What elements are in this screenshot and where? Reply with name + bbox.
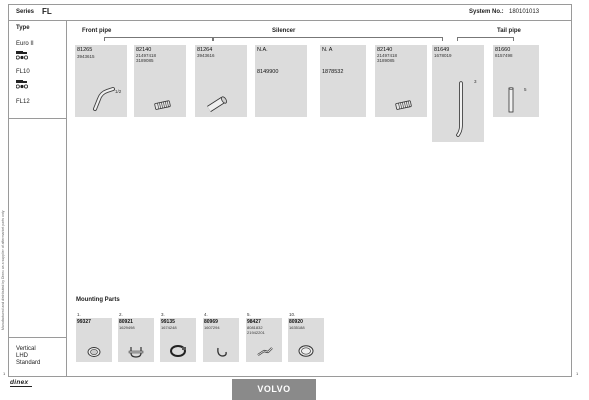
series-label: Series [16,9,35,15]
band-clamp-icon [168,344,188,358]
mounting-card[interactable] [288,312,324,362]
mounting-card[interactable] [160,312,196,362]
oe-number: 21942201 [247,330,265,335]
system-number-label: System No.: [469,9,504,15]
part-number: 98427 [247,319,261,325]
part-number: N. A [322,47,333,53]
part-number: 82140 [377,47,393,53]
type-column-divider [66,20,67,377]
mounting-card[interactable] [118,312,154,362]
flex-hose-icon [154,100,172,110]
footer-divider [8,337,66,338]
page-marker-left: 1 [3,371,6,376]
clamp-ring-icon [86,346,102,358]
part-card[interactable] [134,45,186,117]
group-tail-pipe: Tail pipe [497,28,521,34]
part-number: 80921 [119,319,133,325]
oe-number: 1878532 [322,69,344,75]
oe-number: 1678019 [434,53,452,58]
oe-number: 1607294 [204,325,220,330]
oe-number: 8081832 [247,325,263,330]
pipe-section-icon [207,97,229,113]
oe-number: 21497418 [136,53,157,58]
hook-clamp-icon [215,346,229,358]
position-number: 4. [204,312,208,317]
part-number: 82140 [136,47,152,53]
part-card[interactable] [320,45,366,117]
oe-number: 3189085 [136,58,154,63]
truck-axle-icon [16,80,28,89]
part-number: 81264 [197,47,213,53]
position-number: 10. [289,312,296,317]
oe-number: 1635188 [289,325,305,330]
part-number: 99327 [77,319,91,325]
part-card[interactable] [75,45,127,117]
oe-number: 3943615 [77,54,95,59]
oe-number: 8157498 [495,53,513,58]
bracket-icon [256,346,274,358]
page-marker-right: 1 [576,371,579,376]
part-card[interactable] [195,45,247,117]
part-number: 81649 [434,47,450,53]
footer-variant: Standard [16,360,41,366]
part-callout: 1/2 [115,89,122,94]
side-note: Manufactured and distributed by Dinex as a supplier of aftermarket parts only [1,210,5,330]
oe-number: 21497418 [377,53,398,58]
long-tail-pipe-icon [456,81,470,139]
bent-pipe-icon [91,85,115,111]
footer-orientation: Vertical [16,346,36,352]
mounting-card[interactable] [76,312,112,362]
part-card[interactable] [255,45,307,117]
part-number: 80920 [289,319,303,325]
silencer-bracket [213,37,443,41]
v-clamp-icon [297,344,315,358]
group-silencer: Silencer [272,28,296,34]
tail-pipe-bracket [457,37,514,41]
type-divider [8,118,66,119]
type-emission: Euro II [16,41,34,47]
position-number: 2. [119,312,123,317]
footer-drive-side: LHD [16,353,29,359]
part-number: 81660 [495,47,511,53]
dinex-logo: dinex [10,379,29,386]
position-number: 1. [77,312,81,317]
series-value: FL [42,7,52,16]
part-card[interactable] [493,45,539,117]
type-heading: Type [16,25,30,31]
part-number: 81265 [77,47,93,53]
position-number: 5. [247,312,251,317]
logo-underline [10,386,32,387]
part-number: N.A. [257,47,268,53]
oe-number: 8149900 [257,69,279,75]
part-number: 99135 [161,319,175,325]
part-card[interactable] [375,45,427,117]
header-divider [8,20,572,21]
u-clamp-icon [128,345,144,359]
system-number-value: 180101013 [509,9,540,15]
brand-banner: VOLVO [232,379,316,400]
oe-number: 3189085 [377,58,395,63]
type-model-fl10: FL10 [16,69,30,75]
oe-number: 3943616 [197,53,215,58]
oe-number: 1629498 [119,325,135,330]
truck-axle-icon [16,51,28,60]
oe-number: 1674248 [161,325,177,330]
position-number: 3. [161,312,165,317]
part-callout: 3 [474,79,477,84]
group-front-pipe: Front pipe [82,28,112,34]
mounting-card[interactable] [203,312,239,362]
part-card[interactable] [432,45,484,142]
mounting-heading: Mounting Parts [76,297,120,303]
front-pipe-bracket [104,37,213,41]
part-number: 80969 [204,319,218,325]
flex-hose-icon [395,100,413,110]
part-callout: 5 [524,87,527,92]
straight-pipe-icon [507,87,515,113]
type-model-fl12: FL12 [16,99,30,105]
mounting-card[interactable] [246,312,282,362]
